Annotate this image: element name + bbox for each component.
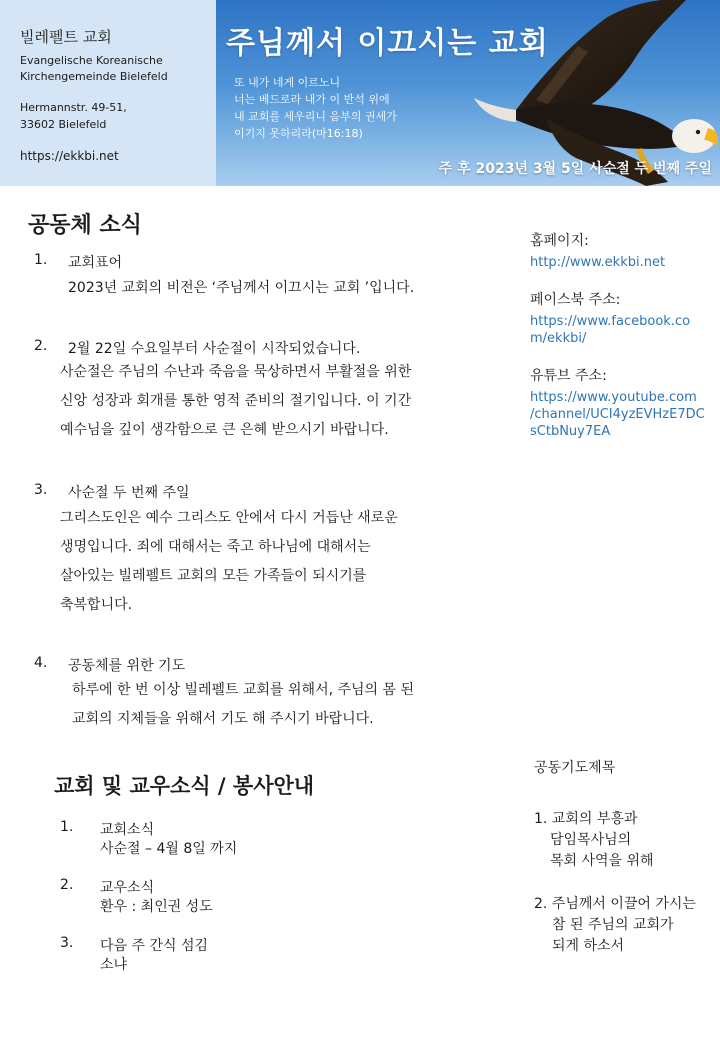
item-title: 교우소식 [100,880,155,896]
item-number: 2. [60,877,74,893]
verse-line: 이기지 못하리라(마16:18) [234,127,363,140]
church-address [20,99,216,133]
link-line: https://www.facebook.co [530,314,691,329]
link-line: m/ekkbi/ [530,331,587,346]
item-body [72,676,414,734]
news-item [60,819,480,861]
community-item [34,482,504,622]
item-title: 교회소식 [100,822,155,838]
bible-verse [234,74,397,142]
body-line: 예수님을 깊이 생각함으로 큰 은혜 받으시기 바랍니다. [60,422,389,438]
item-number: 1. [60,819,74,835]
prayer-line: 참 된 주님의 교회가 [552,917,674,933]
links-sidebar [530,230,710,440]
banner [216,0,720,186]
item-number: 3. [60,935,74,951]
link-line: https://www.youtube.com [530,390,697,405]
item-body: 환우 : 최인권 성도 [100,899,213,915]
item-number: 4. [34,655,48,671]
item-body: 사순절 – 4월 8일 까지 [100,841,238,857]
church-news-title: 교회 및 교우소식 / 봉사안내 [54,774,315,798]
community-item [34,252,504,312]
prayer-line: 2. 주님께서 이끌어 가시는 [534,896,696,912]
body-line: 교회의 지체들을 위해서 기도 해 주시기 바랍니다. [72,711,374,727]
homepage-link[interactable]: http://www.ekkbi.net [530,255,666,270]
header [0,0,720,186]
prayer-line: 1. 교회의 부흥과 [534,811,638,827]
homepage-label: 홈페이지: [530,233,589,249]
body-line: 신앙 성장과 회개를 통한 영적 준비의 절기입니다. 이 기간 [60,393,412,409]
body-line: 축복합니다. [60,597,133,613]
item-title: 2월 22일 수요일부터 사순절이 시작되었습니다. [68,341,361,357]
facebook-label: 페이스북 주소: [530,292,621,308]
prayer-item [534,809,716,872]
sunday-date: 주 후 2023년 3월 5일 사순절 두 번째 주일 [438,161,712,177]
link-line: sCtbNuy7EA [530,424,611,439]
address-line: Hermannstr. 49-51, [20,101,127,114]
news-item [60,877,480,919]
item-body [60,358,411,445]
body-line: 그리스도인은 예수 그리스도 안에서 다시 거듭난 새로운 [60,510,398,526]
prayer-line: 담임목사님의 [550,832,632,848]
prayer-item [534,894,716,957]
prayer-title: 공동기도제목 [534,760,616,776]
item-number: 1. [34,252,48,268]
verse-line: 너는 베드로라 내가 이 반석 위에 [234,93,390,106]
item-title: 사순절 두 번째 주일 [68,485,190,501]
church-sub-line: Kirchengemeinde Bielefeld [20,70,168,83]
verse-line: 또 내가 네게 이르노니 [234,76,341,89]
item-title: 다음 주 간식 섬김 [100,938,209,954]
body-line: 살아있는 빌레펠트 교회의 모든 가족들이 되시기를 [60,568,367,584]
community-news-title: 공동체 소식 [28,213,142,238]
banner-title: 주님께서 이끄시는 교회 [226,26,549,61]
address-line: 33602 Bielefeld [20,118,107,131]
prayer-topics [534,757,716,977]
item-number: 2. [34,338,48,354]
item-title: 교회표어 [68,255,123,271]
church-info-box [0,0,216,186]
church-german-name [20,53,216,85]
verse-line: 내 교회를 세우리니 음부의 권세가 [234,110,397,123]
link-line: /channel/UCI4yzEVHzE7DC [530,407,705,422]
body-line: 하루에 한 번 이상 빌레펠트 교회를 위해서, 주님의 몸 된 [72,682,415,698]
body-line: 2023년 교회의 비전은 ‘주님께서 이끄시는 교회 ’입니다. [68,280,415,296]
body-line: 사순절은 주님의 수난과 죽음을 묵상하면서 부활절을 위한 [60,364,412,380]
youtube-link[interactable] [530,389,710,440]
youtube-label: 유튜브 주소: [530,368,607,384]
church-website-link[interactable]: https://ekkbi.net [20,149,119,163]
news-item [60,935,480,977]
item-number: 3. [34,482,48,498]
church-sub-line: Evangelische Koreanische [20,54,163,67]
prayer-line: 목회 사역을 위해 [550,853,654,869]
church-name: 빌레펠트 교회 [20,28,112,46]
community-item [34,655,504,735]
item-title: 공동체를 위한 기도 [68,658,186,674]
community-item [34,338,504,448]
item-body [68,274,414,303]
item-body: 소냐 [100,957,128,973]
item-body [60,504,398,620]
prayer-line: 되게 하소서 [552,938,625,954]
facebook-link[interactable] [530,313,710,347]
body-line: 생명입니다. 죄에 대해서는 죽고 하나님에 대해서는 [60,539,371,555]
